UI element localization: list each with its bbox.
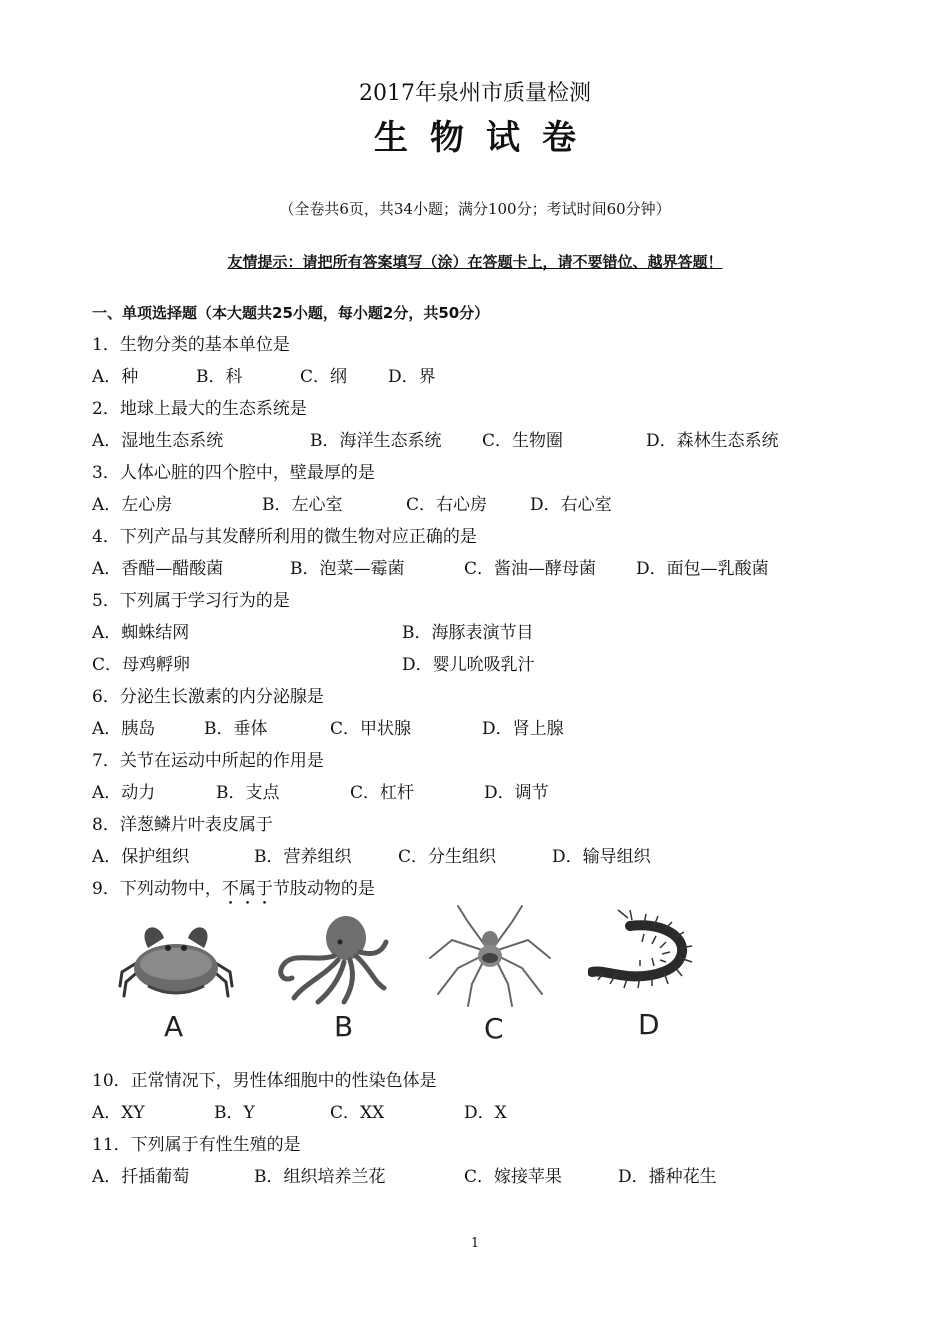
option-c: C．纲 bbox=[300, 367, 348, 387]
option-d: D．调节 bbox=[484, 783, 549, 803]
question-stem: 1．生物分类的基本单位是 bbox=[92, 335, 290, 355]
option-d: D．输导组织 bbox=[552, 847, 651, 867]
option-d: D．右心室 bbox=[530, 495, 612, 515]
option-a: A．左心房 bbox=[92, 495, 173, 515]
option-c: C．酱油—酵母菌 bbox=[464, 559, 597, 579]
question-stem: 8．洋葱鳞片叶表皮属于 bbox=[92, 815, 273, 835]
exam-title: 2017年泉州市质量检测 bbox=[359, 81, 591, 106]
option-d: D．婴儿吮吸乳汁 bbox=[402, 655, 535, 675]
exam-info: （全卷共6页，共34小题；满分100分；考试时间60分钟） bbox=[279, 200, 671, 218]
option-d: D．界 bbox=[388, 367, 436, 387]
option-d: D．面包—乳酸菌 bbox=[636, 559, 769, 579]
question-stem: 6．分泌生长激素的内分泌腺是 bbox=[92, 687, 324, 707]
page-number: 1 bbox=[470, 1236, 480, 1251]
option-b: B．泡菜—霉菌 bbox=[290, 559, 405, 579]
option-b: B．海豚表演节目 bbox=[402, 623, 534, 643]
option-d: D．X bbox=[464, 1103, 507, 1123]
question-stem: 4．下列产品与其发酵所利用的微生物对应正确的是 bbox=[92, 527, 477, 547]
option-a: A．湿地生态系统 bbox=[92, 431, 224, 451]
option-a: A．XY bbox=[92, 1103, 145, 1123]
option-b: B．垂体 bbox=[204, 719, 268, 739]
option-b: B．支点 bbox=[216, 783, 280, 803]
section-heading: 一、单项选择题（本大题共25小题，每小题2分，共50分） bbox=[92, 304, 490, 322]
question-stem: 10．正常情况下，男性体细胞中的性染色体是 bbox=[92, 1071, 437, 1091]
stem-part: 节肢动物的是 bbox=[272, 879, 375, 899]
exam-subject: 生物试卷 bbox=[374, 118, 598, 158]
option-c: C．杠杆 bbox=[350, 783, 415, 803]
question-stem: 3．人体心脏的四个腔中，壁最厚的是 bbox=[92, 463, 375, 483]
option-c: C．甲状腺 bbox=[330, 719, 412, 739]
emphasized-text: 不属于 bbox=[221, 879, 273, 899]
option-d: D．森林生态系统 bbox=[646, 431, 779, 451]
question-stem: 2．地球上最大的生态系统是 bbox=[92, 399, 307, 419]
crab-image bbox=[118, 916, 234, 1000]
question-stem: 11．下列属于有性生殖的是 bbox=[92, 1135, 301, 1155]
image-label-d: D bbox=[638, 1008, 660, 1041]
option-a: A．蜘蛛结网 bbox=[92, 623, 190, 643]
option-c: C．XX bbox=[330, 1103, 385, 1123]
friendly-tip: 友情提示：请把所有答案填写（涂）在答题卡上，请不要错位、越界答题！ bbox=[227, 253, 723, 271]
option-d: D．播种花生 bbox=[618, 1167, 717, 1187]
option-a: A．保护组织 bbox=[92, 847, 190, 867]
image-label-c: C bbox=[484, 1012, 504, 1045]
spider-image bbox=[428, 904, 552, 1008]
option-b: B．左心室 bbox=[262, 495, 343, 515]
octopus-image bbox=[274, 912, 390, 1006]
option-c: C．分生组织 bbox=[398, 847, 497, 867]
option-b: B．Y bbox=[214, 1103, 255, 1123]
stem-part: 9．下列动物中， bbox=[92, 879, 222, 899]
option-a: A．扦插葡萄 bbox=[92, 1167, 190, 1187]
option-b: B．组织培养兰花 bbox=[254, 1167, 386, 1187]
option-d: D．肾上腺 bbox=[482, 719, 564, 739]
option-a: A．动力 bbox=[92, 783, 156, 803]
option-a: A．香醋—醋酸菌 bbox=[92, 559, 224, 579]
option-c: C．母鸡孵卵 bbox=[92, 655, 191, 675]
centipede-image bbox=[588, 908, 698, 992]
question-stem: 7．关节在运动中所起的作用是 bbox=[92, 751, 324, 771]
option-c: C．右心房 bbox=[406, 495, 488, 515]
option-b: B．营养组织 bbox=[254, 847, 352, 867]
image-label-a: A bbox=[164, 1010, 184, 1043]
option-c: C．生物圈 bbox=[482, 431, 564, 451]
question-stem bbox=[92, 874, 375, 909]
option-c: C．嫁接苹果 bbox=[464, 1167, 563, 1187]
image-label-b: B bbox=[334, 1010, 354, 1043]
question-stem: 5．下列属于学习行为的是 bbox=[92, 591, 290, 611]
option-a: A．胰岛 bbox=[92, 719, 156, 739]
option-a: A．种 bbox=[92, 367, 139, 387]
option-b: B．科 bbox=[196, 367, 243, 387]
option-b: B．海洋生态系统 bbox=[310, 431, 442, 451]
